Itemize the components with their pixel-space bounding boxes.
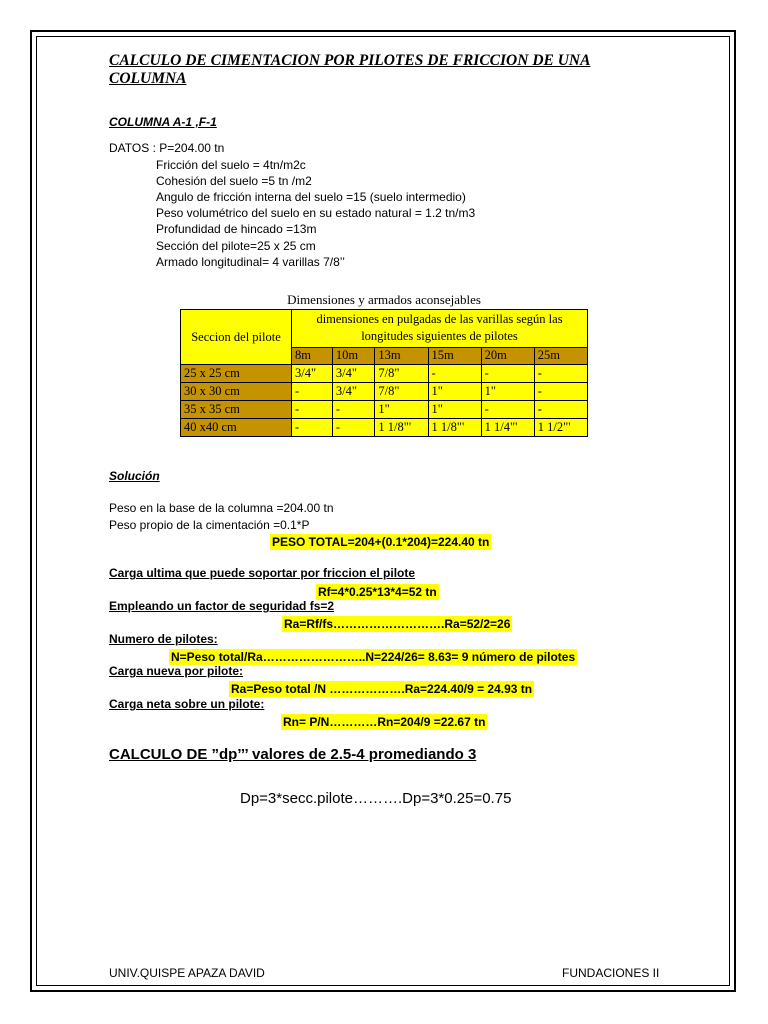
length-cell: 13m [375, 347, 428, 364]
carga-neta-formula: Rn= P/N…………Rn=204/9 =22.67 tn [283, 715, 486, 729]
value-cell: - [332, 419, 375, 437]
table-row [181, 365, 588, 383]
section-cell: 25 x 25 cm [181, 365, 292, 383]
value-cell: - [292, 401, 333, 419]
datos-item-armado: Armado longitudinal= 4 varillas 7/8’’ [156, 255, 345, 269]
value-cell: - [534, 383, 587, 401]
header-dimensiones: dimensiones en pulgadas de las varillas según las longitudes siguientes de pilotes [292, 310, 588, 348]
peso-propio-line: Peso propio de la cimentación =0.1*P [109, 518, 310, 532]
value-cell: 1 1/4"' [481, 419, 534, 437]
factor-seguridad-label: Empleando un factor de seguridad fs=2 [109, 599, 335, 613]
length-cell: 15m [428, 347, 481, 364]
value-cell: - [428, 365, 481, 383]
carga-nueva-label: Carga nueva por pilote: [109, 664, 244, 678]
value-cell: 3/4" [332, 383, 375, 401]
datos-item-seccion: Sección del pilote=25 x 25 cm [156, 239, 316, 253]
value-cell: 1" [428, 401, 481, 419]
carga-ultima-formula: Rf=4*0.25*13*4=52 tn [318, 585, 437, 599]
value-cell: - [292, 419, 333, 437]
footer-author: UNIV.QUISPE APAZA DAVID [109, 966, 265, 980]
table-row [181, 419, 588, 437]
carga-nueva-formula: Ra=Peso total /N ……………….Ra=224.40/9 = 24.93 tn [231, 682, 533, 696]
value-cell: 3/4" [332, 365, 375, 383]
value-cell: - [481, 365, 534, 383]
value-cell: 1" [428, 383, 481, 401]
value-cell: 1" [375, 401, 428, 419]
table-row [181, 401, 588, 419]
datos-item-profundidad: Profundidad de hincado =13m [156, 222, 317, 236]
datos-item-friccion: Fricción del suelo = 4tn/m2c [156, 158, 306, 172]
peso-base-line: Peso en la base de la columna =204.00 tn [109, 501, 334, 515]
value-cell: 1 1/8"' [428, 419, 481, 437]
table-caption: Dimensiones y armados aconsejables [287, 292, 481, 307]
datos-label: DATOS : P=204.00 tn [109, 141, 225, 155]
value-cell: - [534, 365, 587, 383]
carga-neta-label: Carga neta sobre un pilote: [109, 697, 265, 711]
length-cell: 10m [332, 347, 375, 364]
table-row [181, 383, 588, 401]
numero-pilotes-label: Numero de pilotes: [109, 632, 218, 646]
footer-course: FUNDACIONES II [562, 966, 660, 980]
document-title: CALCULO DE CIMENTACION POR PILOTES DE FRICCION DE UNA COLUMNA [109, 52, 591, 87]
datos-item-angulo: Angulo de fricción interna del suelo =15 (suelo intermedio) [156, 190, 466, 204]
factor-seguridad-formula: Ra=Rf/fs……………………….Ra=52/2=26 [284, 617, 511, 631]
length-cell: 8m [292, 347, 333, 364]
solution-heading: Solución [109, 469, 160, 483]
header-seccion: Seccion del pilote [181, 310, 292, 365]
value-cell: 7/8" [375, 365, 428, 383]
column-subtitle: COLUMNA A-1 ,F-1 [109, 115, 217, 129]
dimensions-table [180, 309, 588, 437]
section-cell: 40 x40 cm [181, 419, 292, 437]
section-cell: 30 x 30 cm [181, 383, 292, 401]
value-cell: 1" [481, 383, 534, 401]
length-cell: 20m [481, 347, 534, 364]
value-cell: 1 1/8"' [375, 419, 428, 437]
value-cell: - [292, 383, 333, 401]
carga-ultima-label: Carga ultima que puede soportar por friccion el pilote [109, 566, 416, 580]
value-cell: 3/4" [292, 365, 333, 383]
datos-item-cohesion: Cohesión del suelo =5 tn /m2 [156, 174, 312, 188]
numero-pilotes-formula: N=Peso total/Ra……………………..N=224/26= 8.63= 9 número de pilotes [171, 650, 576, 664]
value-cell: - [332, 401, 375, 419]
value-cell: 1 1/2"' [534, 419, 587, 437]
section-cell: 35 x 35 cm [181, 401, 292, 419]
value-cell: - [534, 401, 587, 419]
dp-formula: Dp=3*secc.pilote……….Dp=3*0.25=0.75 [240, 790, 512, 807]
value-cell: 7/8" [375, 383, 428, 401]
datos-item-peso-volumetrico: Peso volumétrico del suelo en su estado natural = 1.2 tn/m3 [156, 206, 476, 220]
dp-heading: CALCULO DE ”dp’’’ valores de 2.5-4 promediando 3 [109, 746, 477, 763]
peso-total-formula: PESO TOTAL=204+(0.1*204)=224.40 tn [272, 535, 490, 549]
length-cell: 25m [534, 347, 587, 364]
value-cell: - [481, 401, 534, 419]
